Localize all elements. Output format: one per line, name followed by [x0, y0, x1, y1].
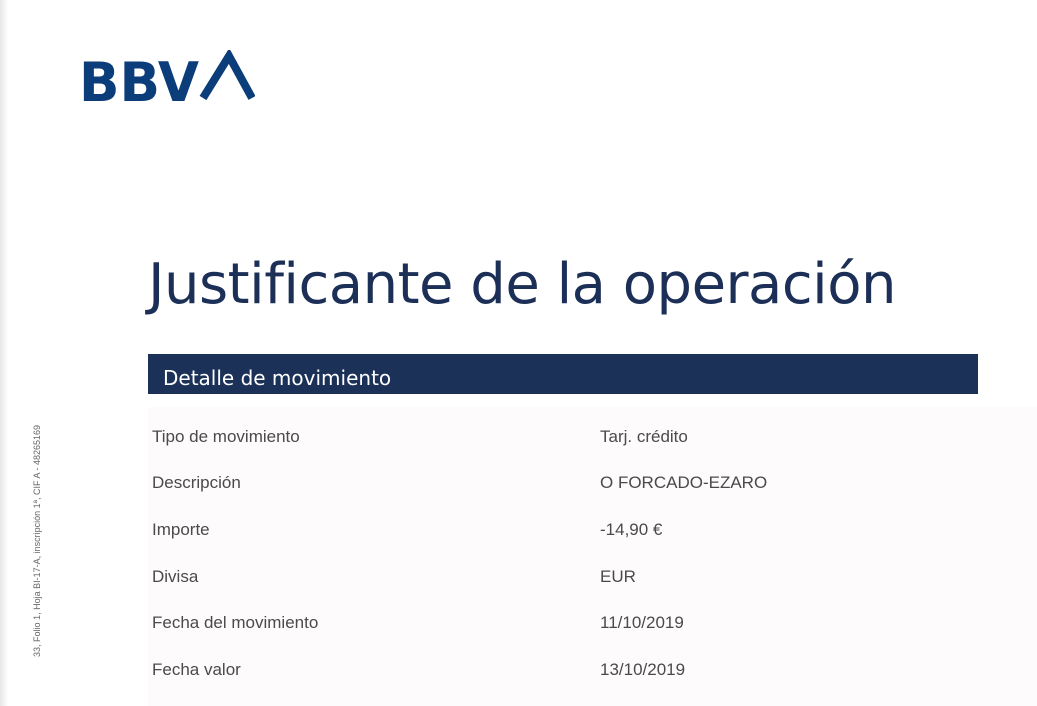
detail-row-divisa: [148, 567, 1037, 597]
detail-label: Tipo de movimiento: [152, 427, 300, 446]
movement-details: [148, 407, 1037, 706]
detail-value: EUR: [600, 567, 636, 586]
page-edge-shadow: [0, 0, 8, 706]
detail-value: O FORCADO-EZARO: [600, 473, 768, 492]
detail-row-importe: [148, 520, 1037, 550]
section-header: Detalle de movimiento: [148, 354, 978, 394]
detail-row-tipo-movimiento: [148, 427, 1037, 457]
side-legal-text: 33, Folio 1, Hoja BI-17-A, inscripción 1ª, CIF A - 48265169: [32, 425, 42, 657]
detail-value: 13/10/2019: [600, 660, 686, 679]
page-title: Justificante de la operación: [148, 252, 896, 317]
detail-row-descripcion: [148, 473, 1037, 503]
detail-label: Descripción: [152, 473, 241, 492]
detail-row-fecha-valor: [148, 660, 1037, 690]
detail-value: 11/10/2019: [600, 613, 684, 632]
detail-value: -14,90 €: [600, 520, 663, 539]
bbva-logo: [79, 50, 255, 104]
detail-label: Fecha valor: [152, 660, 241, 679]
svg-text:BBV: BBV: [79, 51, 200, 104]
detail-label: Fecha del movimiento: [152, 613, 319, 632]
detail-label: Importe: [152, 520, 210, 539]
detail-value: Tarj. crédito: [600, 427, 688, 446]
detail-label: Divisa: [152, 567, 199, 586]
side-legal-text-container: [30, 425, 44, 706]
detail-row-fecha-movimiento: [148, 613, 1037, 643]
